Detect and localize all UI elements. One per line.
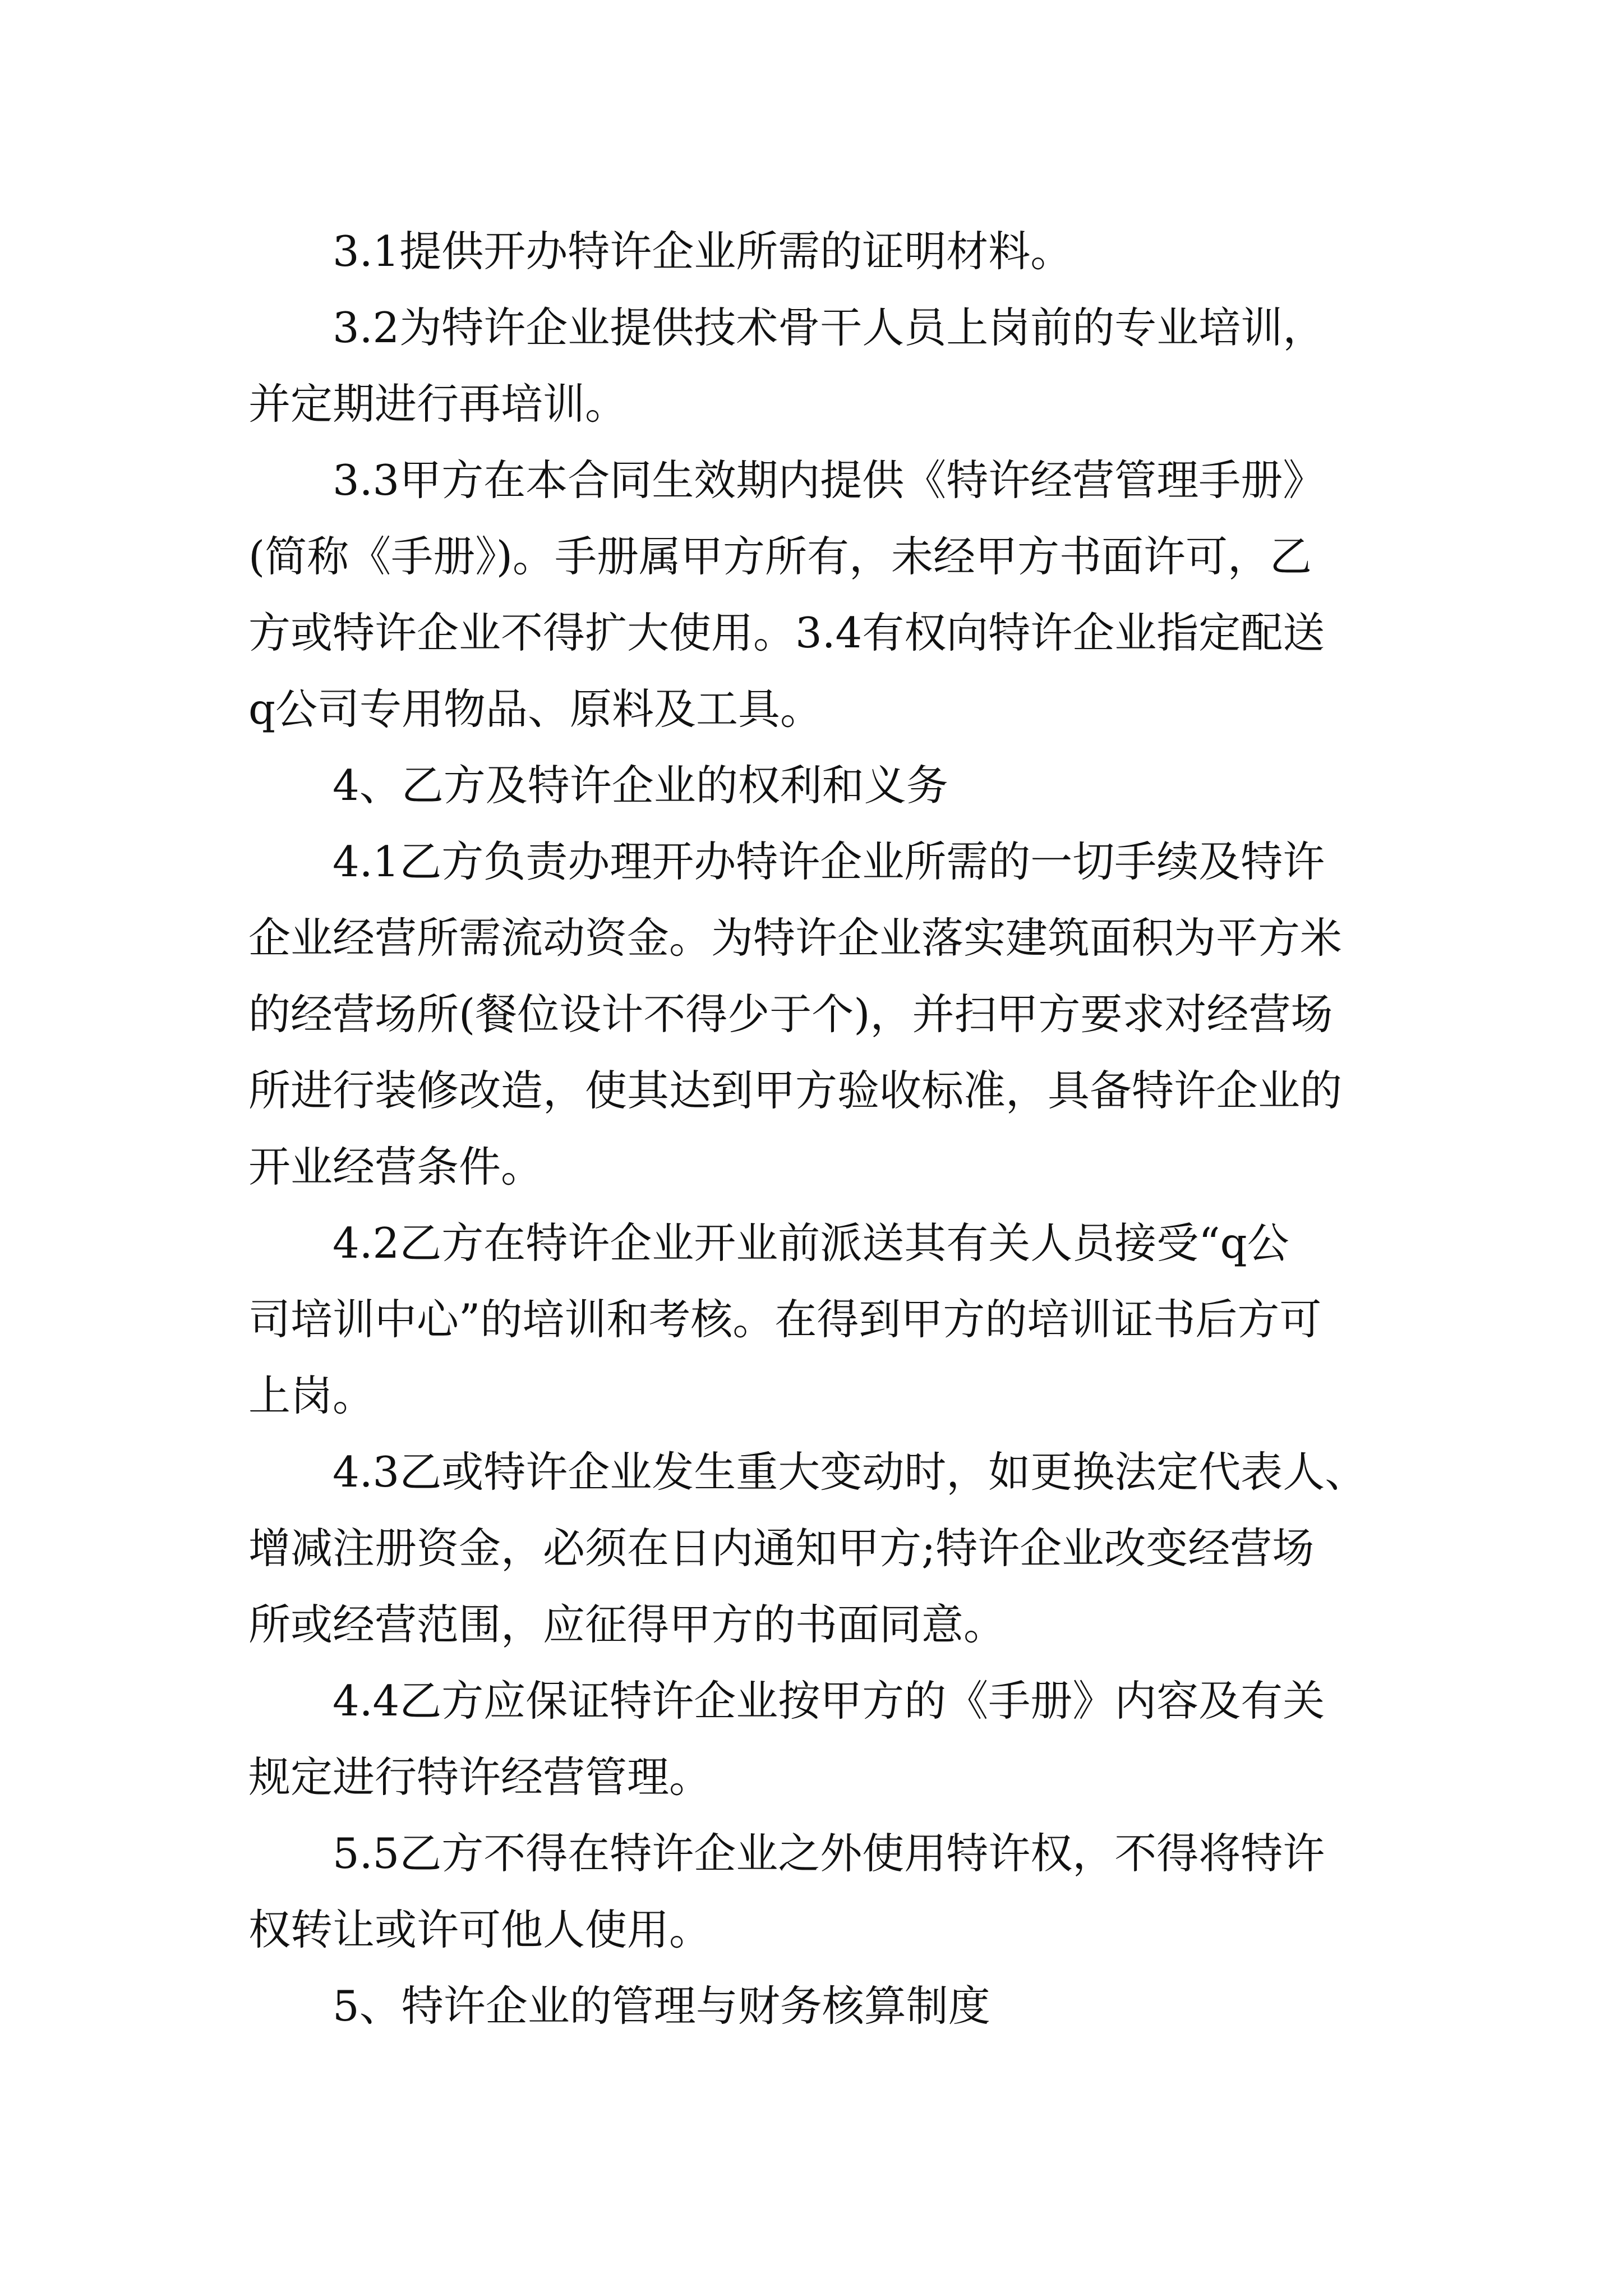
text-line: 4、乙方及特许企业的权利和义务	[333, 761, 948, 810]
document-body	[248, 213, 1393, 2044]
text-line: 的经营场所(餐位设计不得少于个)，并扫甲方要求对经营场	[248, 990, 1333, 1039]
text-line: 上岗。	[248, 1371, 375, 1420]
text-line: 司培训中心”的培训和考核。在得到甲方的培训证书后方可	[248, 1295, 1322, 1344]
text-line: 5.5乙方不得在特许企业之外使用特许权，不得将特许	[333, 1829, 1325, 1878]
paragraph-3-2	[248, 289, 1393, 442]
section-heading-4	[248, 747, 1393, 823]
paragraph-3-1	[248, 213, 1393, 289]
text-line: 3.1提供开办特许企业所需的证明材料。	[333, 227, 1073, 276]
text-line: 规定进行特许经营管理。	[248, 1752, 712, 1802]
text-line: 3.2为特许企业提供技术骨干人员上岗前的专业培训，	[333, 303, 1325, 352]
paragraph-4-1	[248, 823, 1393, 1205]
paragraph-4-3	[248, 1434, 1393, 1663]
text-line: 4.2乙方在特许企业开业前派送其有关人员接受“q公	[333, 1218, 1289, 1268]
text-line: 所或经营范围，应征得甲方的书面同意。	[248, 1600, 1006, 1649]
paragraph-5-5	[248, 1815, 1393, 1968]
text-line: (简称《手册》)。手册属甲方所有，未经甲方书面许可，乙	[248, 532, 1312, 581]
paragraph-3-3	[248, 442, 1393, 747]
section-heading-5	[248, 1968, 1393, 2044]
text-line: 3.3甲方在本合同生效期内提供《特许经营管理手册》	[333, 455, 1325, 505]
text-line: 增减注册资金，必须在日内通知甲方;特许企业改变经营场	[248, 1524, 1315, 1573]
text-line: 并定期进行再培训。	[248, 379, 628, 429]
text-line: 权转让或许可他人使用。	[248, 1905, 712, 1954]
paragraph-4-4	[248, 1663, 1393, 1815]
paragraph-4-2	[248, 1205, 1393, 1434]
text-line: 开业经营条件。	[248, 1142, 543, 1191]
text-line: 5、特许企业的管理与财务核算制度	[333, 1981, 990, 2031]
text-line: 所进行装修改造，使其达到甲方验收标准，具备特许企业的	[248, 1066, 1343, 1115]
text-line: 方或特许企业不得扩大使用。3.4有权向特许企业指定配送	[248, 608, 1325, 657]
text-line: 4.1乙方负责办理开办特许企业所需的一切手续及特许	[333, 837, 1325, 886]
text-line: q公司专用物品、原料及工具。	[248, 684, 823, 734]
text-line: 企业经营所需流动资金。为特许企业落实建筑面积为平方米	[248, 913, 1343, 963]
text-line: 4.3乙或特许企业发生重大变动时，如更换法定代表人、	[333, 1447, 1367, 1497]
text-line: 4.4乙方应保证特许企业按甲方的《手册》内容及有关	[333, 1676, 1325, 1726]
